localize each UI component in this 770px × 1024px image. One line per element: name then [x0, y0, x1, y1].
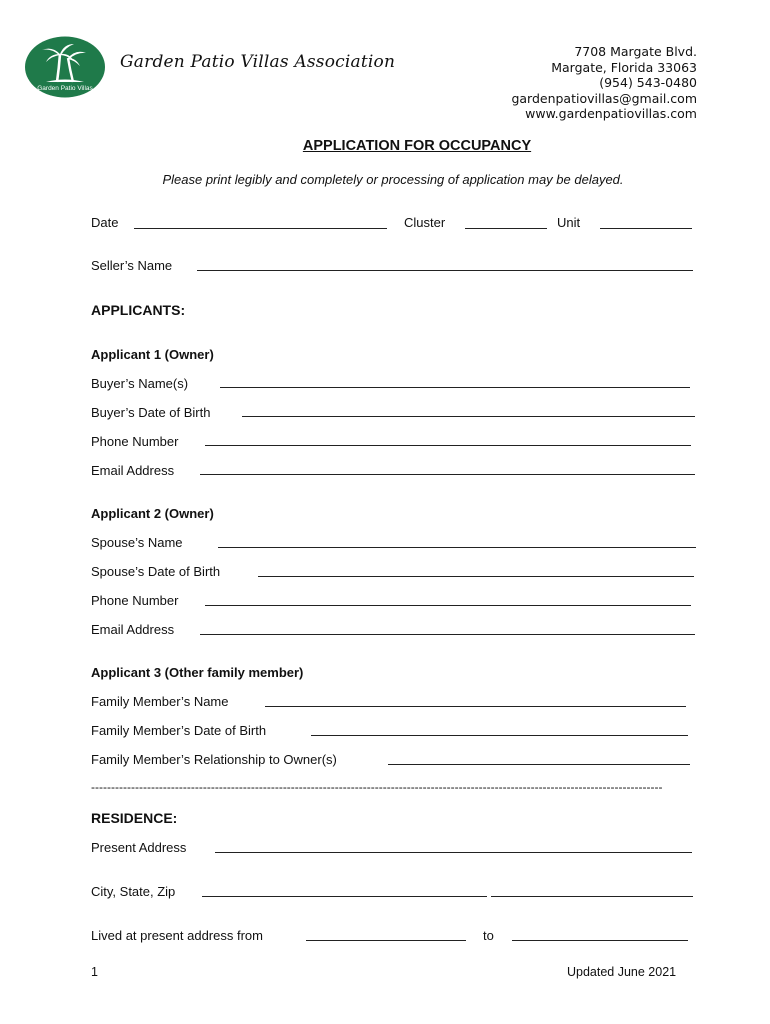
zip-field[interactable] — [491, 896, 693, 897]
seller-name-field[interactable] — [197, 270, 693, 271]
contact-phone: (954) 543-0480 — [599, 75, 697, 90]
family-member-relationship-label: Family Member’s Relationship to Owner(s) — [91, 752, 337, 767]
contact-address-line: 7708 Margate Blvd. — [574, 44, 697, 59]
family-member-dob-label: Family Member’s Date of Birth — [91, 723, 267, 738]
family-member-relationship-field[interactable] — [388, 764, 690, 765]
applicants-heading: APPLICANTS: — [91, 302, 186, 318]
applicant-3-heading: Applicant 3 (Other family member) — [91, 665, 304, 680]
applicant-1-phone-label: Phone Number — [91, 434, 179, 449]
page-number: 1 — [91, 965, 98, 979]
unit-label: Unit — [557, 215, 581, 230]
residence-heading: RESIDENCE: — [91, 810, 178, 826]
svg-text:Garden Patio Villas: Garden Patio Villas — [37, 85, 93, 92]
date-field[interactable] — [134, 228, 387, 229]
form-instructions: Please print legibly and completely or processing of application may be delayed. — [162, 172, 624, 187]
buyer-dob-field[interactable] — [242, 416, 695, 417]
applicant-2-email-field[interactable] — [200, 634, 695, 635]
family-member-dob-field[interactable] — [311, 735, 688, 736]
spouse-name-label: Spouse’s Name — [91, 535, 183, 550]
form-title: APPLICATION FOR OCCUPANCY — [302, 138, 532, 154]
city-state-field[interactable] — [202, 896, 487, 897]
spouse-dob-field[interactable] — [258, 576, 694, 577]
lived-from-field[interactable] — [306, 940, 466, 941]
contact-block — [511, 44, 697, 122]
applicant-1-heading: Applicant 1 (Owner) — [91, 347, 214, 362]
contact-website: www.gardenpatiovillas.com — [525, 106, 697, 121]
buyer-dob-label: Buyer’s Date of Birth — [91, 405, 211, 420]
palm-tree-icon — [24, 36, 106, 98]
present-address-label: Present Address — [91, 840, 187, 855]
family-member-name-field[interactable] — [265, 706, 686, 707]
spouse-name-field[interactable] — [218, 547, 696, 548]
lived-to-field[interactable] — [512, 940, 688, 941]
buyer-name-label: Buyer’s Name(s) — [91, 376, 189, 391]
city-state-zip-label: City, State, Zip — [91, 884, 176, 899]
present-address-field[interactable] — [215, 852, 692, 853]
date-label: Date — [91, 215, 119, 230]
cluster-label: Cluster — [404, 215, 446, 230]
association-name: Garden Patio Villas Association — [120, 52, 396, 72]
contact-email: gardenpatiovillas@gmail.com — [511, 90, 697, 106]
seller-name-label: Seller’s Name — [91, 258, 173, 273]
lived-to-label: to — [483, 928, 494, 943]
applicant-1-email-label: Email Address — [91, 463, 175, 478]
applicant-2-heading: Applicant 2 (Owner) — [91, 506, 214, 521]
applicant-2-email-label: Email Address — [91, 622, 175, 637]
association-logo — [24, 36, 106, 98]
updated-date: Updated June 2021 — [567, 965, 677, 979]
applicant-2-phone-field[interactable] — [205, 605, 691, 606]
spouse-dob-label: Spouse’s Date of Birth — [91, 564, 221, 579]
lived-from-label: Lived at present address from — [91, 928, 263, 943]
unit-field[interactable] — [600, 228, 692, 229]
applicant-1-email-field[interactable] — [200, 474, 695, 475]
contact-city-line: Margate, Florida 33063 — [551, 59, 697, 75]
buyer-name-field[interactable] — [220, 387, 690, 388]
family-member-name-label: Family Member’s Name — [91, 694, 229, 709]
applicant-1-phone-field[interactable] — [205, 445, 691, 446]
cluster-field[interactable] — [465, 228, 547, 229]
section-separator: ----------------------------------------------------------------------------------------------------------------------------------------------- — [91, 780, 663, 794]
applicant-2-phone-label: Phone Number — [91, 593, 179, 608]
